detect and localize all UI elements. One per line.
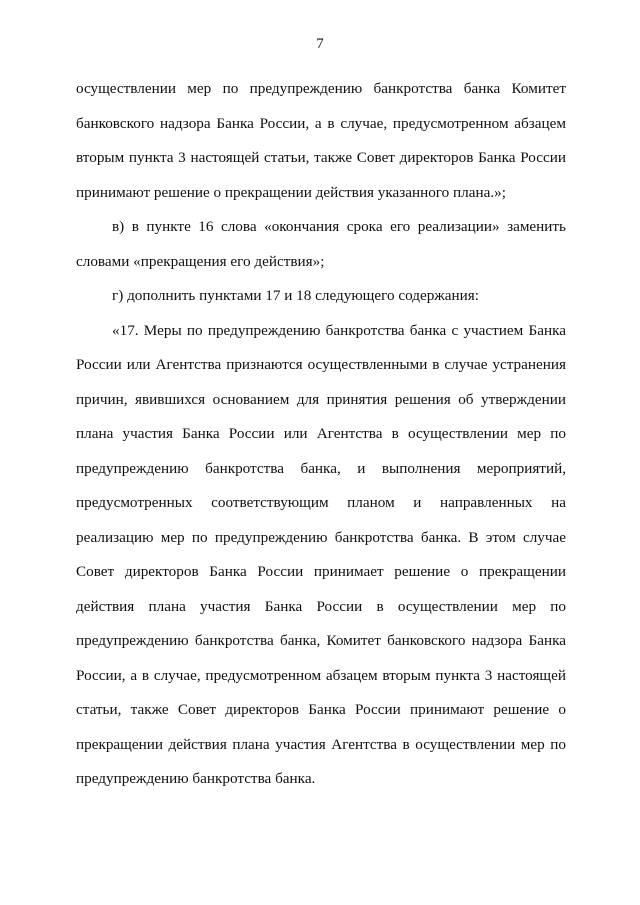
- paragraph-continuation: осуществлении мер по предупреждению банкротства банка Комитет банковского надзора Банка России, а в случае, предусмотренном абзацем вторым пункта 3 настоящей статьи, также Совет директоров Банка России принимают решение о прекращении действия указанного плана.»;: [76, 80, 566, 201]
- document-body: [76, 72, 566, 797]
- paragraph-item-v: в) в пункте 16 слова «окончания срока его реализации» заменить словами «прекращения его действия»;: [76, 218, 566, 270]
- paragraph-point-17: «17. Меры по предупреждению банкротства банка с участием Банка России или Агентства признаются осуществленными в случае устранения причин, явившихся основанием для принятия решения об утверждении плана участия Банка России или Агентства в осуществлении мер по предупреждению банкротства банка, и выполнения мероприятий, предусмотренных соответствующим планом и направленных на реализацию мер по предупреждению банкротства банка. В этом случае Совет директоров Банка России принимает решение о прекращении действия плана участия Банка России в осуществлении мер по предупреждению банкротства банка, Комитет банковского надзора Банка России, а в случае, предусмотренном абзацем вторым пункта 3 настоящей статьи, также Совет директоров Банка России принимают решение о прекращении действия плана участия Агентства в осуществлении мер по предупреждению банкротства банка.: [76, 321, 566, 787]
- page-number: 7: [316, 36, 324, 52]
- paragraph-item-g: г) дополнить пунктами 17 и 18 следующего содержания:: [112, 287, 479, 304]
